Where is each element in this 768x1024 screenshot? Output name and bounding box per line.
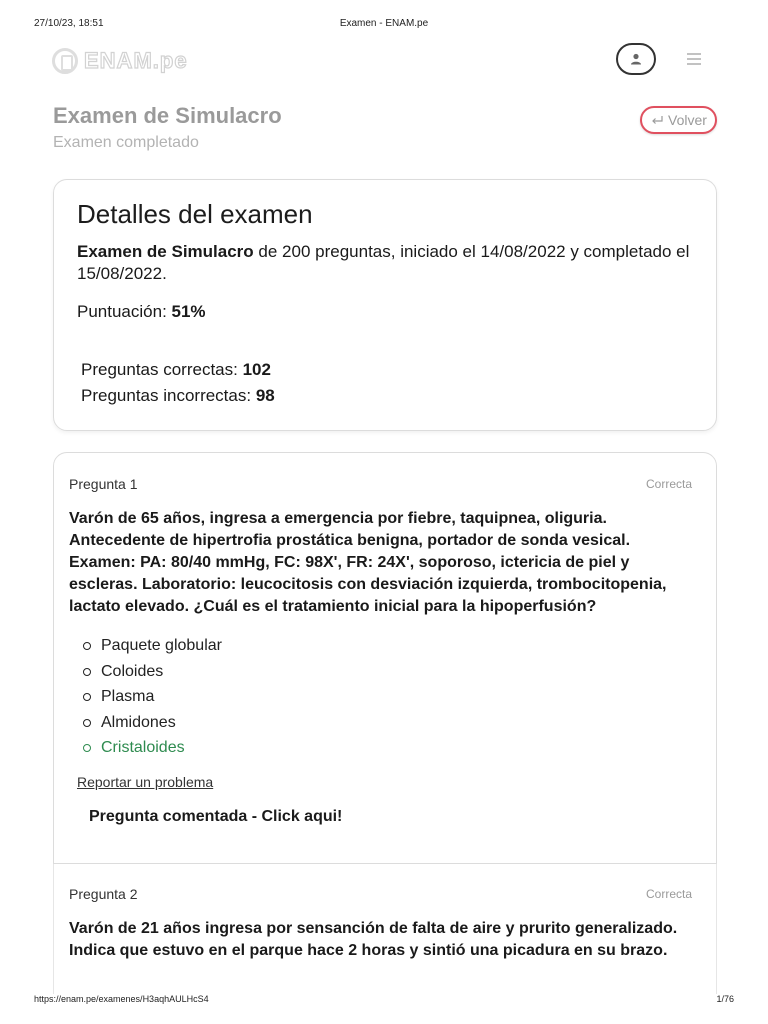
answer-option[interactable]: Coloides: [82, 659, 222, 685]
incorrect-count-row: [81, 386, 275, 406]
question-text: Varón de 21 años ingresa por sensanción de falta de aire y prurito generalizado. Indica que estuvo en el parque hace 2 horas y sintió una picadura en su brazo.: [69, 920, 678, 959]
correct-count-label: Preguntas correctas:: [81, 360, 243, 379]
print-datetime: 27/10/23, 18:51: [34, 18, 104, 29]
incorrect-count-value: 98: [255, 386, 275, 405]
answer-option[interactable]: Almidones: [82, 710, 222, 736]
question-card: [53, 864, 717, 994]
question-text: Varón de 65 años, ingresa a emergencia por fiebre, taquipnea, oliguria. Antecedente de hipertrofia prostática benigna, portador de sonda vesical. Examen: PA: 80/40 mmHg, FC: 98X', FR: 24X', soporoso, ictericia de piel y escleras. Laboratorio: leucocitosis con desviación izquierda, trombocitopenia, lactato elevado. ¿Cuál es el tratamiento inicial para la hipoperfusión?: [69, 510, 667, 615]
details-heading: Detalles del examen: [77, 199, 313, 229]
correct-count-row: [81, 360, 271, 380]
user-account-button[interactable]: [616, 43, 656, 75]
incorrect-count-label: Preguntas incorrectas:: [81, 386, 256, 405]
report-problem-link[interactable]: Reportar un problema: [77, 774, 214, 790]
question-number: Pregunta 1: [69, 476, 138, 492]
return-arrow-icon: [650, 114, 664, 126]
brand-logo[interactable]: [52, 46, 188, 76]
question-status-badge: Correcta: [645, 887, 692, 901]
exam-details-card: [53, 179, 717, 431]
answer-option-correct[interactable]: Cristaloides: [82, 735, 222, 761]
correct-count-value: 102: [242, 360, 271, 379]
answer-options: [82, 633, 222, 761]
print-header: [0, 18, 768, 32]
print-page-number: 1/76: [716, 994, 734, 1004]
exam-name: Examen de Simulacro: [77, 242, 254, 261]
print-url: https://enam.pe/examenes/H3aqhAULHcS4: [34, 994, 209, 1004]
navbar: [0, 40, 768, 80]
question-status-badge: Correcta: [645, 477, 692, 491]
logo-text: ENAM.pe: [84, 48, 188, 73]
logo-mark-icon: [52, 48, 78, 74]
score-value: 51%: [171, 302, 206, 321]
hamburger-menu-icon: [684, 51, 704, 67]
print-footer: [0, 994, 768, 1008]
back-button-label: Volver: [668, 112, 707, 128]
exam-summary-text: de 200 preguntas, iniciado el 14/08/2022 y completado el 15/08/2022.: [77, 242, 690, 283]
score-row: [77, 302, 206, 322]
score-label: Puntuación:: [77, 302, 172, 321]
page-subtitle: Examen completado: [53, 134, 199, 151]
page-title: Examen de Simulacro: [53, 103, 282, 128]
menu-button[interactable]: [684, 51, 704, 67]
answer-option[interactable]: Plasma: [82, 684, 222, 710]
question-card: [53, 452, 717, 864]
back-button[interactable]: [640, 106, 717, 134]
print-title: Examen - ENAM.pe: [339, 18, 429, 29]
exam-summary: [77, 241, 697, 285]
user-icon: [630, 53, 642, 65]
commented-question-link[interactable]: Pregunta comentada - Click aqui!: [89, 808, 343, 825]
question-number: Pregunta 2: [69, 886, 138, 902]
answer-option[interactable]: Paquete globular: [82, 633, 222, 659]
